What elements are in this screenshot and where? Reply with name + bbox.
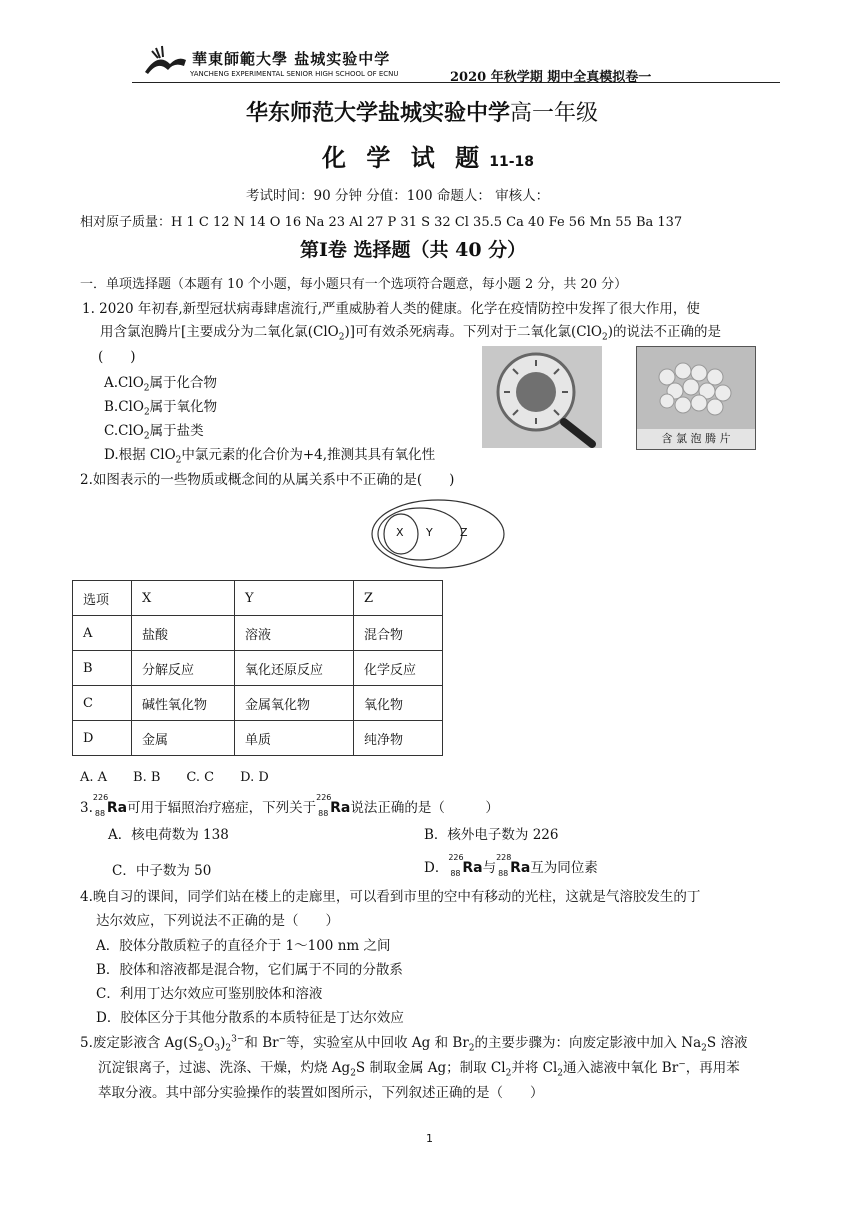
- q5-text: 5.废定影液含 Ag(S: [80, 1035, 198, 1051]
- table-cell: 纯净物: [354, 721, 443, 756]
- q5-line2: [98, 1056, 740, 1079]
- table-cell: D: [73, 721, 132, 756]
- venn-z: Z: [460, 526, 468, 539]
- table-row: [73, 616, 443, 651]
- q2-stem: 2.如图表示的一些物质或概念间的从属关系中不正确的是( ): [80, 472, 455, 488]
- opt: B.ClO: [104, 399, 144, 415]
- atomic-number: 88: [94, 809, 106, 818]
- opt: D.根据 ClO: [104, 447, 176, 463]
- opt: 与: [482, 860, 497, 876]
- table-cell: 单质: [235, 721, 354, 756]
- exam-info: 考试时间：90 分钟 分值：100 命题人： 审核人：: [246, 188, 550, 204]
- section-title: 第Ⅰ卷 选择题（共 40 分）: [300, 239, 527, 261]
- tablets-caption: 含 氯 泡 腾 片: [637, 429, 755, 449]
- q1-paren: ( ): [98, 349, 136, 365]
- q3-option-c: C．中子数为 50: [112, 863, 212, 879]
- q4-line1: 4.晚自习的课间，同学们站在楼上的走廊里，可以看到市里的空中有移动的光柱，这就是气溶胶发生的丁: [80, 889, 701, 905]
- q1-option-a: [104, 371, 217, 394]
- sup: −: [678, 1059, 686, 1070]
- sub: 2: [143, 383, 150, 394]
- mass: 228: [496, 853, 512, 862]
- q5-text: ): [220, 1035, 226, 1051]
- sub: 2: [175, 455, 182, 466]
- table-cell: 溶液: [235, 616, 354, 651]
- symbol: Ra: [510, 860, 531, 876]
- q5-text: 并将 Cl: [511, 1060, 558, 1076]
- q2-table: [72, 580, 443, 756]
- sub: 2: [505, 1068, 512, 1079]
- atomic-masses: 相对原子质量：H 1 C 12 N 14 O 16 Na 23 Al 27 P 31 S 32 Cl 35.5 Ca 40 Fe 56 Mn 55 Ba 137: [80, 215, 683, 230]
- title-school-rest: 高一年级: [510, 101, 599, 126]
- q3-num: 3.: [80, 800, 93, 816]
- table-cell: 氧化还原反应: [235, 651, 354, 686]
- table-cell: Y: [235, 581, 354, 616]
- sub: 2: [350, 1068, 356, 1079]
- opt: 属于化合物: [149, 375, 217, 391]
- ra226-symbol: [448, 853, 483, 878]
- sub: 2: [338, 332, 345, 343]
- q5-text: 和 Br: [244, 1035, 279, 1051]
- table-cell: 化学反应: [354, 651, 443, 686]
- sup: 3−: [231, 1034, 245, 1045]
- table-cell: 混合物: [354, 616, 443, 651]
- q1-option-b: [104, 395, 217, 418]
- q1-line2-c: )的说法不正确的是: [607, 324, 722, 340]
- opt: 互为同位素: [530, 860, 598, 876]
- opt: 中氯元素的化合价为+4,推测其具有氧化性: [181, 447, 436, 463]
- title-subject-line: [322, 138, 534, 173]
- q2-options: A. A B. B C. C D. D: [80, 770, 269, 785]
- q5-text: 等，实验室从中回收 Ag 和 Br: [286, 1035, 469, 1051]
- q5-line1: [80, 1031, 747, 1054]
- q3-option-d: [424, 853, 598, 878]
- symbol: Ra: [462, 860, 483, 876]
- symbol: Ra: [330, 800, 351, 816]
- header-rule: [132, 82, 780, 83]
- q3-stem: [80, 793, 499, 818]
- sub: 2: [143, 407, 150, 418]
- title-school-line: [246, 96, 598, 127]
- header-school-cn: 華東師範大學 盐城实验中学: [192, 50, 391, 68]
- mass: 226: [316, 793, 332, 802]
- table-row: [73, 651, 443, 686]
- sub: 2: [701, 1043, 707, 1054]
- q4-option-c: C．利用丁达尔效应可鉴别胶体和溶液: [96, 986, 323, 1002]
- table-cell: 盐酸: [132, 616, 235, 651]
- table-row: [73, 686, 443, 721]
- title-date: 11-18: [489, 154, 534, 170]
- q5-text: ，再用苯: [685, 1060, 740, 1076]
- q5-text: S 溶液: [706, 1035, 748, 1051]
- table-row: [73, 581, 443, 616]
- mass: 226: [448, 853, 464, 862]
- sub: 2: [143, 431, 150, 442]
- q3-text2: 说法正确的是（ ）: [350, 800, 499, 816]
- opt: 属于盐类: [149, 423, 204, 439]
- sub: 2: [197, 1043, 204, 1054]
- q5-text: O: [203, 1035, 215, 1051]
- venn-diagram: [370, 498, 506, 570]
- symbol: Ra: [106, 800, 128, 816]
- table-cell: Z: [354, 581, 443, 616]
- table-cell: 选项: [73, 581, 132, 616]
- title-subject: 化 学 试 题: [322, 143, 486, 172]
- opt: D．: [424, 860, 449, 876]
- mass: 226: [92, 793, 109, 802]
- venn-y: Y: [426, 526, 433, 539]
- q5-text: 的主要步骤为：向废定影液中加入 Na: [474, 1035, 702, 1051]
- ra228-symbol: [496, 853, 531, 878]
- page-number: 1: [426, 1132, 433, 1145]
- atomic-number: 88: [450, 869, 461, 878]
- q5-line3: 萃取分液。其中部分实验操作的装置如图所示，下列叙述正确的是（ ）: [98, 1085, 544, 1101]
- q5-text: S 制取金属 Ag；制取 Cl: [355, 1060, 506, 1076]
- q3-option-a: A．核电荷数为 138: [108, 827, 229, 843]
- table-cell: 碱性氧化物: [132, 686, 235, 721]
- q3-option-b: B．核外电子数为 226: [424, 827, 559, 843]
- q1-line2-b: )]可有效杀死病毒。下列对于二氧化氯(ClO: [344, 324, 602, 340]
- table-cell: C: [73, 686, 132, 721]
- q5-text: 沉淀银离子，过滤、洗涤、干燥，灼烧 Ag: [98, 1060, 351, 1076]
- sub: 2: [557, 1068, 564, 1079]
- tablets-image: [636, 346, 756, 450]
- q3-text1: 可用于辐照治疗癌症，下列关于: [127, 800, 317, 816]
- sub: 2: [225, 1043, 232, 1054]
- sup: −: [278, 1034, 287, 1045]
- school-logo: [140, 42, 190, 78]
- virus-image: [482, 346, 602, 448]
- table-cell: 金属: [132, 721, 235, 756]
- q1-line2: [100, 320, 721, 343]
- header-school-en: YANCHENG EXPERIMENTAL SENIOR HIGH SCHOOL OF ECNU: [190, 70, 399, 78]
- table-cell: 氧化物: [354, 686, 443, 721]
- venn-x: X: [396, 526, 404, 539]
- q1-line2-a: 用含氯泡腾片[主要成分为二氧化氯(ClO: [100, 324, 339, 340]
- table-cell: B: [73, 651, 132, 686]
- sub: 3: [214, 1043, 221, 1054]
- header-exam-label: 2020 年秋学期 期中全真模拟卷一: [450, 70, 652, 85]
- q4-option-b: B．胶体和溶液都是混合物，它们属于不同的分散系: [96, 962, 403, 978]
- title-school-bold: 华东师范大学盐城实验中学: [246, 100, 511, 126]
- q4-line2: 达尔效应，下列说法不正确的是（ ）: [96, 913, 339, 929]
- opt: C.ClO: [104, 423, 144, 439]
- atomic-number: 88: [318, 809, 329, 818]
- table-row: [73, 721, 443, 756]
- q1-line1: 1. 2020 年初春,新型冠状病毒肆虐流行,严重威胁着人类的健康。化学在疫情防控中发挥了很大作用，使: [82, 301, 700, 317]
- table-cell: X: [132, 581, 235, 616]
- part-heading: 一．单项选择题（本题有 10 个小题，每小题只有一个选项符合题意，每小题 2 分，共 20 分）: [80, 277, 628, 292]
- q5-text: 通入滤液中氧化 Br: [563, 1060, 679, 1076]
- sub: 2: [468, 1043, 475, 1054]
- opt: 属于氧化物: [149, 399, 218, 415]
- q4-option-d: D．胶体区分于其他分散系的本质特征是丁达尔效应: [96, 1010, 404, 1026]
- q1-option-c: [104, 419, 204, 442]
- opt: A.ClO: [104, 375, 144, 391]
- atomic-number: 88: [498, 869, 509, 878]
- q4-option-a: A．胶体分散质粒子的直径介于 1～100 nm 之间: [96, 938, 391, 954]
- ra226-symbol: [316, 793, 351, 818]
- sub: 2: [602, 332, 608, 343]
- ra226-symbol: [92, 793, 128, 818]
- table-cell: 金属氧化物: [235, 686, 354, 721]
- q1-option-d: [104, 443, 435, 466]
- table-cell: A: [73, 616, 132, 651]
- table-cell: 分解反应: [132, 651, 235, 686]
